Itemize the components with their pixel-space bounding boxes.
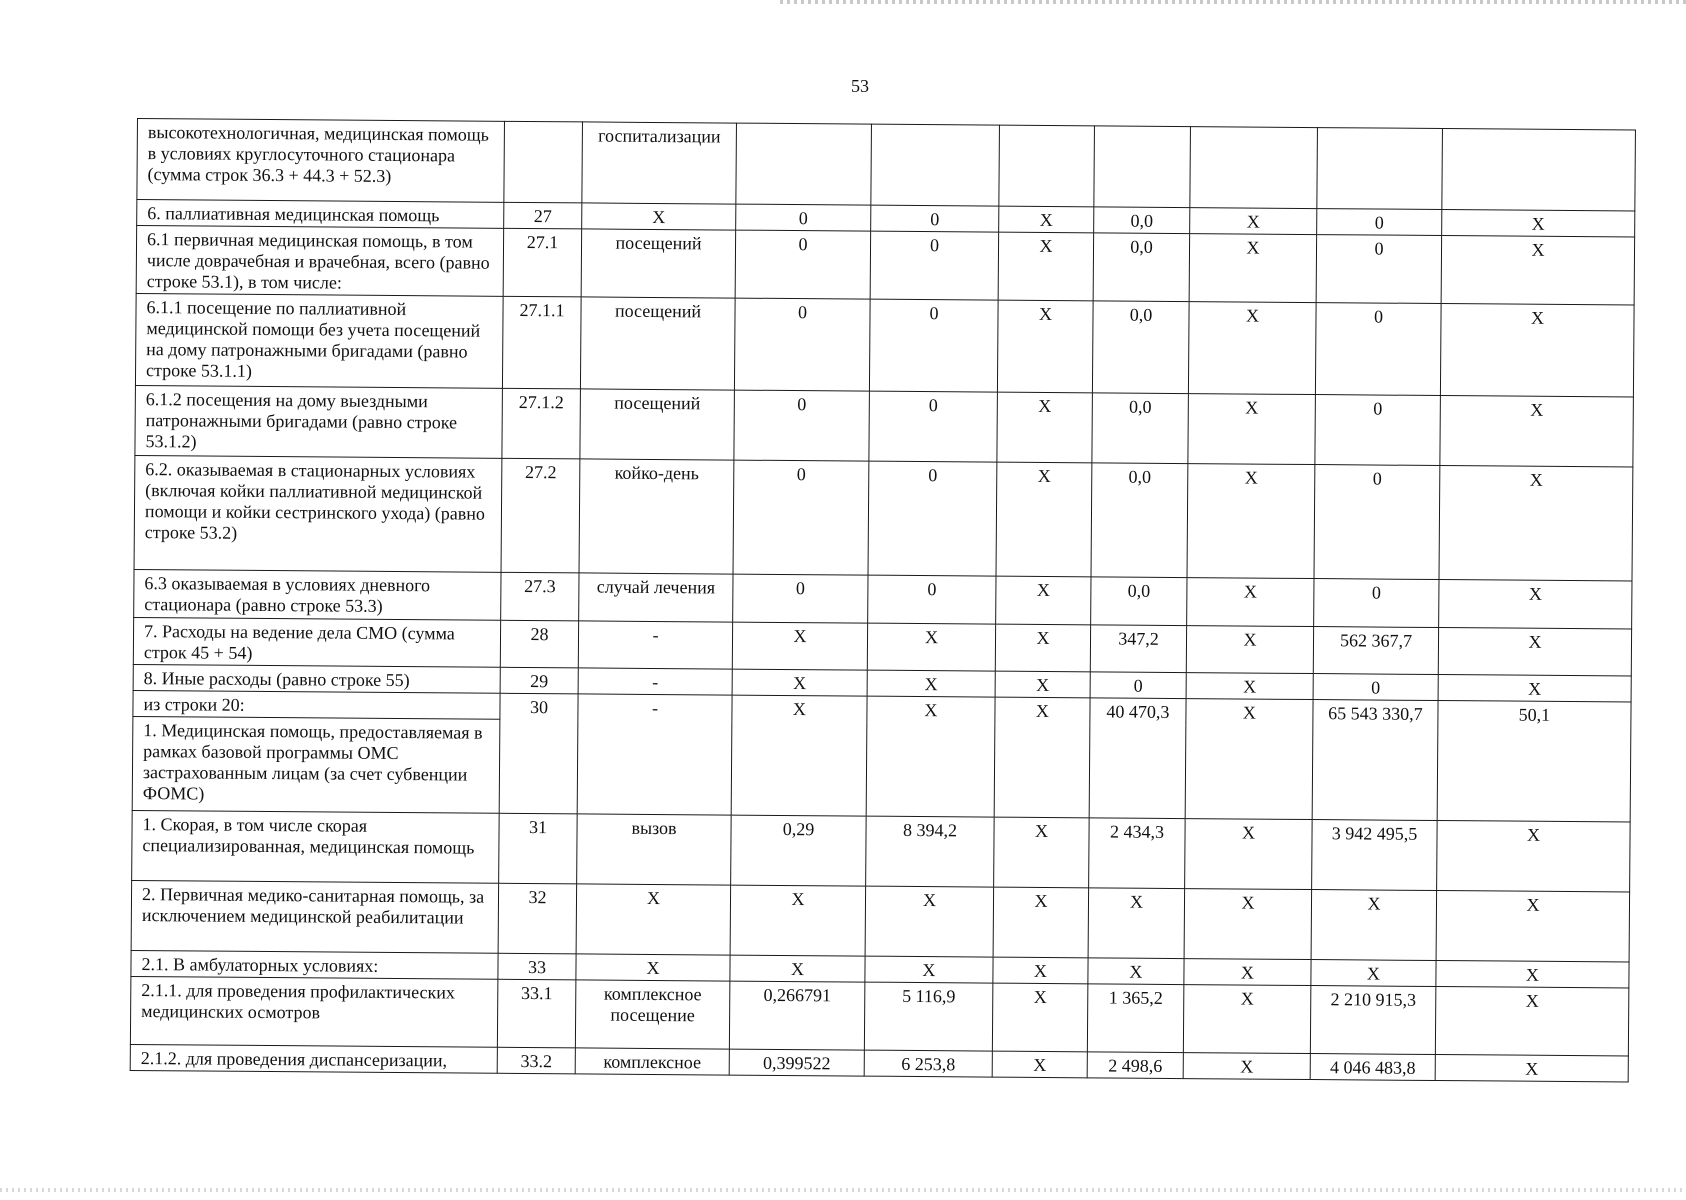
value-cell: 0,0 (1091, 577, 1187, 626)
value-cell: Х (1183, 1053, 1310, 1080)
value-cell: 0 (869, 299, 998, 392)
value-cell: Х (1436, 961, 1629, 988)
value-cell: Х (995, 624, 1090, 672)
value-cell: Х (1436, 891, 1630, 962)
value-cell: 1 365,2 (1087, 984, 1184, 1053)
row-label: высокотехнологичная, медицинская помощь в условиях круглосуточного стационара (сумма строк 36.3 + 44.3 + 52.3) (137, 119, 505, 203)
value-cell (1190, 127, 1318, 209)
value-cell: 0 (1314, 465, 1440, 580)
value-cell: Х (866, 696, 995, 817)
scan-edge-bottom (0, 1188, 1686, 1192)
value-cell: Х (1184, 889, 1312, 960)
value-cell: Х (994, 697, 1090, 818)
value-cell: 0 (868, 575, 996, 624)
value-cell: 0,399522 (729, 1049, 864, 1076)
value-cell (1317, 128, 1443, 210)
table-row (130, 976, 1628, 1056)
value-cell: Х (867, 670, 995, 697)
value-cell: 0,0 (1093, 233, 1190, 302)
value-cell: Х (1186, 673, 1313, 700)
value-cell: Х (1183, 985, 1311, 1054)
table-row (135, 293, 1634, 397)
value-cell: 0 (1313, 674, 1438, 701)
value-cell: Х (865, 956, 993, 983)
value-cell: Х (994, 817, 1090, 888)
value-cell: 0 (1314, 579, 1439, 628)
value-cell: 562 367,7 (1313, 627, 1438, 675)
row-label: 2.1. В амбулаторных условиях: (131, 950, 498, 979)
document-sheet (130, 118, 1636, 1082)
row-unit: - (577, 694, 732, 815)
value-cell: Х (1438, 675, 1631, 702)
row-code: 27.3 (501, 572, 579, 621)
row-unit: Х (576, 954, 730, 981)
row-code: 27.2 (501, 458, 580, 573)
row-code: 33 (498, 953, 576, 980)
value-cell: 4 046 483,8 (1310, 1054, 1435, 1081)
row-label: 1. Скорая, в том числе скорая специализированная, медицинская помощь (132, 810, 500, 883)
table-row (131, 880, 1629, 962)
row-unit: вызов (577, 814, 732, 885)
value-cell: Х (1311, 960, 1436, 987)
row-label: 6.2. оказываемая в стационарных условиях (включая койки паллиативной медицинской помощи и койки сестринского ухода) (равно строке 53.2) (134, 455, 502, 572)
row-label: 6.1 первичная медицинская помощь, в том числе доврачебная и врачебная, всего (равно строке 53.1), в том числе: (136, 226, 504, 297)
value-cell: Х (997, 392, 1093, 463)
value-cell: 40 470,3 (1089, 698, 1186, 819)
value-cell: Х (1440, 304, 1634, 397)
row-code: 27.1.1 (502, 296, 581, 389)
row-unit: Х (576, 884, 731, 955)
value-cell: Х (1437, 821, 1631, 892)
value-cell: Х (865, 886, 994, 957)
value-cell: 3 942 495,5 (1312, 820, 1438, 891)
value-cell: Х (1442, 210, 1635, 237)
table-row (134, 455, 1633, 581)
value-cell: 2 210 915,3 (1310, 986, 1436, 1055)
value-cell: 0 (734, 390, 870, 461)
row-unit: посещений (580, 389, 735, 460)
value-cell: Х (1188, 394, 1316, 465)
row-unit: комплексное посещение (575, 980, 730, 1049)
row-label: 6.1.2 посещения на дому выездными патронажными бригадами (равно строке 53.1.2) (135, 385, 503, 458)
value-cell: 0,0 (1091, 463, 1188, 578)
value-cell: 0,0 (1092, 393, 1189, 464)
value-cell: Х (730, 955, 865, 982)
value-cell: Х (1441, 236, 1635, 305)
page-number: 53 (851, 76, 869, 96)
value-cell: Х (732, 622, 867, 670)
row-unit: - (578, 621, 732, 669)
value-cell: Х (1435, 1054, 1628, 1081)
row-unit: случай лечения (579, 573, 733, 622)
value-cell: 50,1 (1437, 701, 1631, 822)
row-unit: посещений (580, 297, 735, 390)
value-cell: Х (1185, 699, 1313, 820)
row-code: 33.1 (497, 979, 576, 1048)
row-unit: койко-день (579, 459, 734, 574)
table-row (135, 385, 1633, 467)
value-cell (871, 124, 1000, 206)
value-cell: 8 394,2 (866, 816, 995, 887)
row-unit: комплексное (575, 1048, 729, 1075)
value-cell: 65 543 330,7 (1312, 700, 1438, 821)
row-label: 8. Иные расходы (равно строке 55) (133, 664, 500, 693)
row-code (504, 121, 583, 203)
row-label: из строки 20: (133, 690, 500, 719)
value-cell: Х (730, 885, 866, 956)
row-code: 27.1 (503, 228, 582, 297)
value-cell: Х (1189, 234, 1317, 303)
value-cell: 0,29 (731, 815, 867, 886)
value-cell: Х (1188, 302, 1316, 395)
value-cell: 0,0 (1094, 207, 1190, 234)
value-cell: Х (1088, 958, 1184, 985)
value-cell: 0,0 (1092, 301, 1189, 394)
value-cell: Х (996, 576, 1091, 625)
value-cell: 2 498,6 (1087, 1052, 1183, 1079)
value-cell: Х (992, 1051, 1087, 1078)
row-code: 33.2 (497, 1047, 575, 1074)
row-label: 2.1.1. для проведения профилактических медицинских осмотров (130, 976, 498, 1047)
value-cell (1442, 129, 1636, 211)
value-cell: 2 434,3 (1089, 818, 1186, 889)
value-cell: Х (867, 623, 995, 671)
value-cell: Х (1435, 987, 1629, 1056)
row-code: 27 (504, 202, 582, 229)
table-row (136, 226, 1634, 306)
value-cell: Х (1439, 466, 1633, 581)
value-cell: Х (731, 695, 867, 816)
value-cell: Х (1190, 208, 1317, 235)
value-cell: 0 (1315, 395, 1441, 466)
value-cell: 347,2 (1090, 625, 1186, 673)
row-code: 30 (499, 693, 578, 814)
row-code: 31 (499, 813, 578, 884)
value-cell: Х (993, 887, 1089, 958)
table-row (137, 119, 1636, 212)
value-cell: 0 (734, 298, 870, 391)
value-cell: Х (1088, 888, 1185, 959)
value-cell: Х (1184, 959, 1311, 986)
row-label: 7. Расходы на ведение дела СМО (сумма строк 45 + 54) (133, 617, 500, 667)
value-cell: 0 (869, 391, 998, 462)
value-cell: 0 (870, 231, 999, 300)
value-cell (736, 123, 872, 205)
row-label: 6.3 оказываемая в условиях дневного стационара (равно строке 53.3) (134, 569, 501, 620)
value-cell: Х (1440, 396, 1634, 467)
value-cell: Х (1185, 819, 1313, 890)
row-code: 28 (500, 620, 578, 668)
value-cell: Х (997, 300, 1093, 393)
row-unit: - (578, 668, 732, 695)
table-row (132, 810, 1630, 892)
row-code: 29 (500, 667, 578, 694)
value-cell: 0,266791 (729, 981, 865, 1050)
value-cell: Х (1439, 580, 1632, 629)
row-sublabel: 1. Медицинская помощь, предоставляемая в рамках базовой программы ОМС застрахованным лицам (за счет субвенции ФОМС) (132, 716, 500, 813)
value-cell: 6 253,8 (864, 1050, 992, 1077)
row-unit: госпитализации (582, 122, 737, 204)
data-table (130, 118, 1636, 1082)
value-cell: Х (1438, 628, 1631, 676)
value-cell (999, 125, 1095, 207)
value-cell: Х (998, 232, 1094, 301)
value-cell: Х (992, 983, 1088, 1052)
value-cell: Х (1187, 464, 1315, 579)
value-cell (1094, 126, 1191, 208)
value-cell: Х (999, 206, 1094, 233)
row-label: 2. Первичная медико-санитарная помощь, за исключением медицинской реабилитации (131, 880, 499, 953)
row-label: 2.1.2. для проведения диспансеризации, (130, 1044, 497, 1073)
value-cell: 0 (733, 574, 868, 623)
value-cell: Х (996, 462, 1092, 577)
value-cell: 5 116,9 (864, 982, 993, 1051)
value-cell: Х (1311, 890, 1437, 961)
value-cell: Х (1186, 626, 1313, 674)
row-unit: Х (582, 203, 736, 230)
value-cell: 0 (1316, 235, 1442, 304)
value-cell: Х (993, 957, 1088, 984)
value-cell: 0 (735, 230, 871, 299)
value-cell: 0 (1317, 209, 1442, 236)
value-cell: Х (732, 669, 867, 696)
value-cell: 0 (1315, 303, 1441, 396)
value-cell: 0 (868, 461, 997, 576)
row-unit: посещений (581, 229, 736, 298)
value-cell: 0 (736, 204, 871, 231)
value-cell: 0 (871, 205, 999, 232)
value-cell: 0 (1090, 672, 1186, 699)
value-cell: 0 (733, 460, 869, 575)
row-label: 6. паллиативная медицинская помощь (137, 200, 504, 229)
row-code: 32 (498, 883, 577, 954)
value-cell: Х (995, 671, 1090, 698)
row-label: 6.1.1 посещение по паллиативной медицинской помощи без учета посещений на дому патронажными бригадами (равно строке 53.1.1) (135, 293, 503, 388)
row-code: 27.1.2 (502, 388, 581, 459)
value-cell: Х (1187, 578, 1314, 627)
scan-edge-top (780, 0, 1686, 4)
